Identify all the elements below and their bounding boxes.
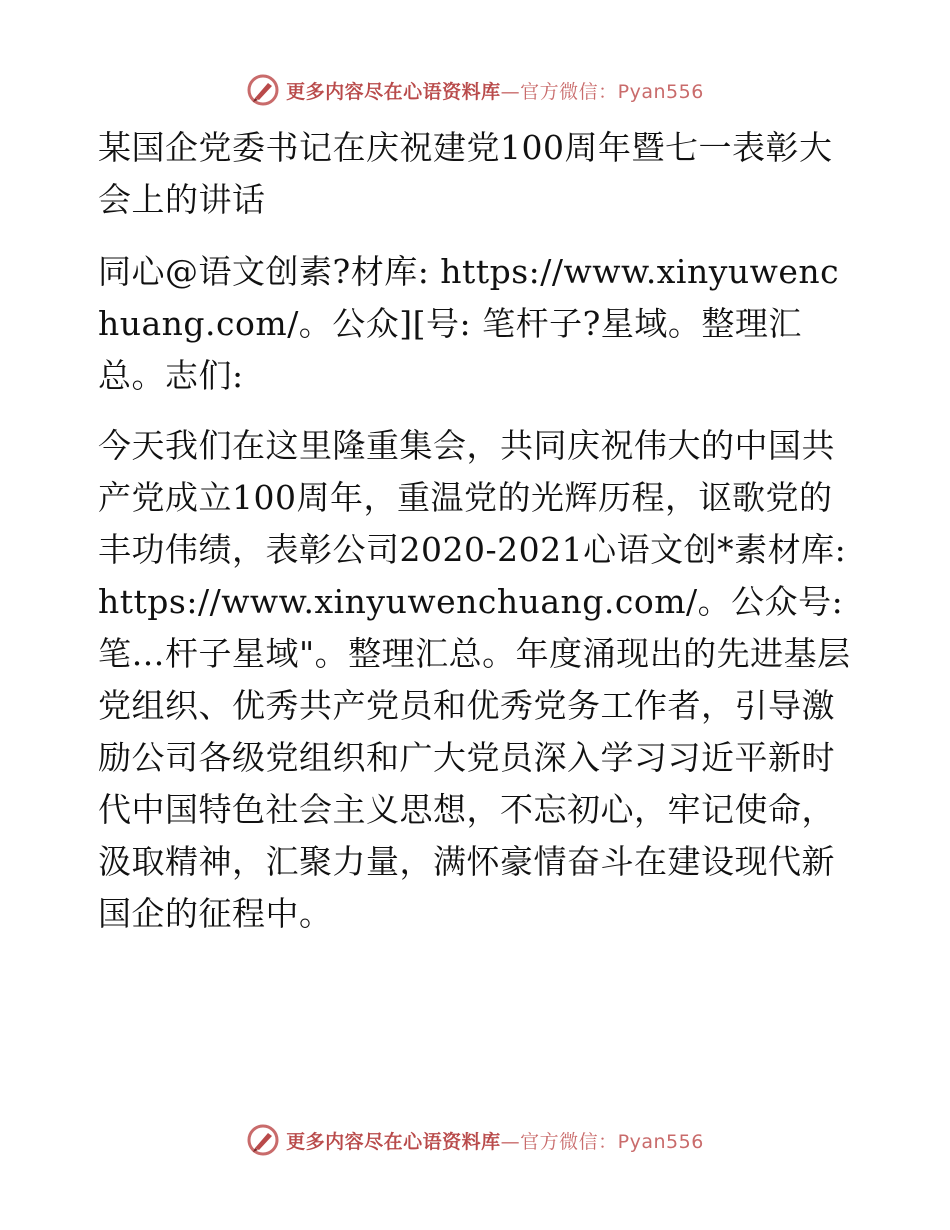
header-watermark	[0, 70, 950, 110]
watermark-wechat: 官方微信：Pyan556	[520, 80, 704, 103]
document-body: 今天我们在这里隆重集会，共同庆祝伟大的中国共产党成立100周年，重温党的光辉历程，讴歌党的丰功伟绩，表彰公司2020-2021心语文创*素材库: https://www.xinyuwenchuang.com/。公众号: 笔…杆子星域"。整理汇总。年度涌现出的先进基层党组织、优秀共产党员和优秀党务工作者，引导激励公司各级党组织和广大党员深入学习习近平新时代中国特色社会主义思想，不忘初心，牢记使命，汲取精神，汇聚力量，满怀豪情奋斗在建设现代新国企的征程中。	[98, 426, 851, 933]
document-content	[98, 122, 858, 956]
watermark-text	[286, 77, 704, 104]
watermark-wechat: 官方微信：Pyan556	[520, 1130, 704, 1153]
document-intro: 同心@语文创素?材库: https://www.xinyuwenchuang.com/。公众][号: 笔杆子?星域。整理汇总。志们:	[98, 252, 840, 395]
watermark-separator: —	[500, 1130, 521, 1153]
document-title: 某国企党委书记在庆祝建党100周年暨七一表彰大会上的讲话	[98, 128, 833, 219]
watermark-text	[286, 1127, 704, 1154]
pen-logo-icon	[246, 73, 280, 107]
watermark-brand: 更多内容尽在心语资料库	[286, 80, 501, 103]
watermark-brand: 更多内容尽在心语资料库	[286, 1130, 501, 1153]
footer-watermark	[0, 1120, 950, 1160]
watermark-separator: —	[500, 80, 521, 103]
pen-logo-icon	[246, 1123, 280, 1157]
